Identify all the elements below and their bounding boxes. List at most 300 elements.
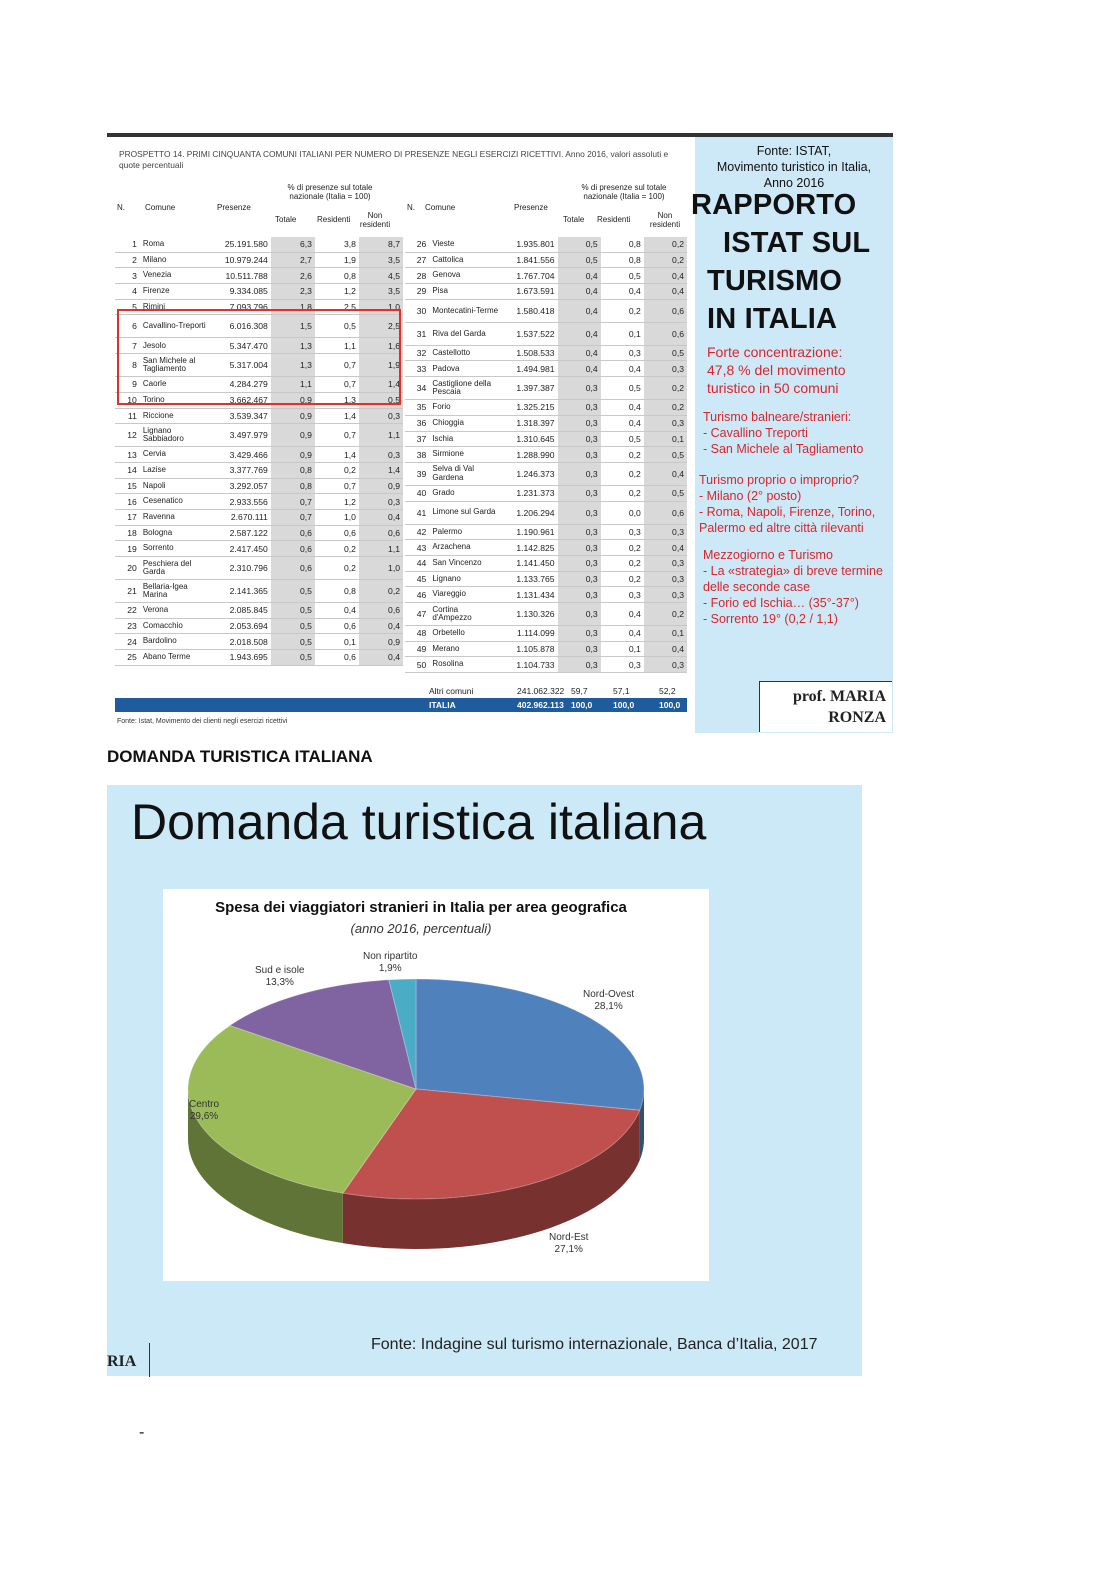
residenti-cell: 0,8 xyxy=(601,237,644,252)
presenze-cell: 1.114.099 xyxy=(502,626,557,642)
totale-cell: 0,3 xyxy=(558,431,601,447)
table-row xyxy=(405,415,687,431)
text-line: Turismo balneare/stranieri: xyxy=(703,410,852,424)
presenze-cell: 1.288.990 xyxy=(502,447,557,463)
totale-cell: 0,9 xyxy=(271,392,315,408)
comune-cell: Lignano Sabbiadoro xyxy=(140,424,215,447)
comune-cell: Sorrento xyxy=(140,541,215,557)
presenze-cell: 3.497.979 xyxy=(214,424,270,447)
non-residenti-cell: 0,2 xyxy=(644,237,687,252)
slice-label-text: Non ripartito xyxy=(363,951,418,962)
text-line: Palermo ed altre città rilevanti xyxy=(699,521,864,535)
text-line: - La «strategia» di breve termine xyxy=(703,564,883,578)
table-row xyxy=(115,424,403,447)
comune-cell: Riccione xyxy=(140,408,215,424)
text-line: Turismo proprio o improprio? xyxy=(699,473,860,487)
presenze-cell: 7.093.796 xyxy=(214,299,270,315)
residenti-cell: 0,1 xyxy=(601,641,644,657)
header-group: % di presenze sul totale nazionale (Italia = 100) xyxy=(287,183,373,201)
table-row xyxy=(405,447,687,463)
table-row xyxy=(115,494,403,510)
non-residenti-cell: 0,3 xyxy=(644,524,687,540)
comune-cell: Chioggia xyxy=(429,415,502,431)
rank-cell: 48 xyxy=(405,626,429,642)
presenze-cell: 2.933.556 xyxy=(214,494,270,510)
non-residenti-cell: 0,3 xyxy=(644,361,687,377)
non-residenti-cell: 0,2 xyxy=(359,580,403,603)
totale-cell: 0,3 xyxy=(558,400,601,416)
italia-presenze: 402.962.113 xyxy=(517,700,564,710)
presenze-cell: 2.085.845 xyxy=(214,603,270,619)
comune-cell: Bologna xyxy=(140,525,215,541)
slice-label-centro xyxy=(189,1099,219,1123)
non-residenti-cell: 0,4 xyxy=(359,509,403,525)
rank-cell: 35 xyxy=(405,400,429,416)
residenti-cell: 0,4 xyxy=(601,626,644,642)
table-row xyxy=(405,555,687,571)
bottom-dash: - xyxy=(139,1424,145,1441)
presenze-cell: 1.318.397 xyxy=(502,415,557,431)
rank-cell: 3 xyxy=(115,268,140,284)
table-row xyxy=(115,603,403,619)
header-presenze: Presenze xyxy=(217,203,251,212)
text-line: - San Michele al Tagliamento xyxy=(703,442,864,456)
comune-cell: Napoli xyxy=(140,478,215,494)
residenti-cell: 1,9 xyxy=(315,252,359,268)
presenze-cell: 1.397.387 xyxy=(502,377,557,400)
residenti-cell: 0,1 xyxy=(315,634,359,650)
comune-cell: Torino xyxy=(140,392,215,408)
totale-cell: 0,3 xyxy=(558,524,601,540)
rapporto-title: ISTAT SUL xyxy=(723,227,871,259)
comune-cell: Orbetello xyxy=(429,626,502,642)
rank-cell: 36 xyxy=(405,415,429,431)
presenze-cell: 2.310.796 xyxy=(214,557,270,580)
text-line: - Sorrento 19° (0,2 / 1,1) xyxy=(703,612,838,626)
text-line: 47,8 % del movimento xyxy=(707,362,846,378)
table-caption: PROSPETTO 14. PRIMI CINQUANTA COMUNI ITALIANI PER NUMERO DI PRESENZE NEGLI ESERCIZI RICETTIVI. Anno 2016, valori assoluti e quote percentuali xyxy=(119,149,669,170)
text-line: - Forio ed Ischia… (35°-37°) xyxy=(703,596,859,610)
header-residenti: Residenti xyxy=(597,215,631,224)
text-line: - Milano (2° posto) xyxy=(699,489,802,503)
comune-cell: Riva del Garda xyxy=(429,322,502,345)
rank-cell: 29 xyxy=(405,284,429,300)
table-row xyxy=(115,618,403,634)
totale-cell: 0,4 xyxy=(558,299,601,322)
non-residenti-cell: 0,4 xyxy=(359,618,403,634)
non-residenti-cell: 1,0 xyxy=(359,557,403,580)
comune-cell: Grado xyxy=(429,485,502,501)
presenze-cell: 10.979.244 xyxy=(214,252,270,268)
rank-cell: 16 xyxy=(115,494,140,510)
presenze-cell: 1.141.450 xyxy=(502,555,557,571)
table-row xyxy=(405,485,687,501)
totale-cell: 0,5 xyxy=(558,237,601,252)
presenze-cell: 25.191.580 xyxy=(214,237,270,252)
altri-non-residenti: 52,2 xyxy=(659,686,676,696)
totale-cell: 0,3 xyxy=(558,485,601,501)
totale-cell: 0,3 xyxy=(558,603,601,626)
presenze-cell: 6.016.308 xyxy=(214,315,270,338)
totale-cell: 0,4 xyxy=(558,284,601,300)
rank-cell: 30 xyxy=(405,299,429,322)
totale-cell: 2,3 xyxy=(271,284,315,300)
residenti-cell: 0,3 xyxy=(601,524,644,540)
rank-cell: 50 xyxy=(405,657,429,673)
presenze-cell: 1.767.704 xyxy=(502,268,557,284)
rank-cell: 8 xyxy=(115,354,140,377)
presenze-cell: 1.105.878 xyxy=(502,641,557,657)
text-line: turistico in 50 comuni xyxy=(707,380,839,396)
comune-cell: Ravenna xyxy=(140,509,215,525)
comune-cell: Comacchio xyxy=(140,618,215,634)
residenti-cell: 0,5 xyxy=(601,377,644,400)
table-row xyxy=(405,252,687,268)
comune-cell: Jesolo xyxy=(140,338,215,354)
comune-cell: Venezia xyxy=(140,268,215,284)
table-row xyxy=(115,252,403,268)
comune-cell: Peschiera del Garda xyxy=(140,557,215,580)
non-residenti-cell: 0,5 xyxy=(359,392,403,408)
comune-cell: Limone sul Garda xyxy=(429,501,502,524)
comune-cell: Vieste xyxy=(429,237,502,252)
non-residenti-cell: 0,5 xyxy=(644,447,687,463)
residenti-cell: 0,2 xyxy=(601,447,644,463)
comune-cell: Ischia xyxy=(429,431,502,447)
residenti-cell: 1,4 xyxy=(315,408,359,424)
non-residenti-cell: 0,9 xyxy=(359,634,403,650)
rank-cell: 40 xyxy=(405,485,429,501)
presenze-cell: 1.310.645 xyxy=(502,431,557,447)
presenze-cell: 1.190.961 xyxy=(502,524,557,540)
totale-cell: 1,3 xyxy=(271,354,315,377)
non-residenti-cell: 0,4 xyxy=(644,284,687,300)
non-residenti-cell: 0,3 xyxy=(644,587,687,603)
rank-cell: 2 xyxy=(115,252,140,268)
non-residenti-cell: 0,4 xyxy=(359,650,403,666)
totale-cell: 0,4 xyxy=(558,268,601,284)
rank-cell: 49 xyxy=(405,641,429,657)
residenti-cell: 0,2 xyxy=(601,299,644,322)
residenti-cell: 1,3 xyxy=(315,392,359,408)
residenti-cell: 0,2 xyxy=(601,540,644,556)
non-residenti-cell: 0,4 xyxy=(644,540,687,556)
comune-cell: Cervia xyxy=(140,447,215,463)
totale-cell: 0,3 xyxy=(558,641,601,657)
totale-cell: 0,3 xyxy=(558,447,601,463)
non-residenti-cell: 0,3 xyxy=(359,408,403,424)
non-residenti-cell: 0,3 xyxy=(644,571,687,587)
table-row xyxy=(405,657,687,673)
presenze-cell: 10.511.788 xyxy=(214,268,270,284)
slide-source: Fonte: Indagine sul turismo internazionale, Banca d’Italia, 2017 xyxy=(371,1336,818,1353)
rank-cell: 43 xyxy=(405,540,429,556)
table-row xyxy=(115,557,403,580)
comune-cell: Verona xyxy=(140,603,215,619)
residenti-cell: 0,7 xyxy=(315,377,359,393)
slice-label-value: 27,1% xyxy=(554,1244,583,1255)
presenze-cell: 4.284.279 xyxy=(214,377,270,393)
residenti-cell: 0,3 xyxy=(601,345,644,361)
non-residenti-cell: 0,2 xyxy=(644,400,687,416)
totale-cell: 0,7 xyxy=(271,494,315,510)
non-residenti-cell: 2,5 xyxy=(359,315,403,338)
totale-cell: 0,3 xyxy=(558,540,601,556)
table-row xyxy=(405,501,687,524)
totale-cell: 2,6 xyxy=(271,268,315,284)
rank-cell: 5 xyxy=(115,299,140,315)
comune-cell: Firenze xyxy=(140,284,215,300)
residenti-cell: 0,5 xyxy=(601,431,644,447)
slice-label-value: 13,3% xyxy=(265,977,294,988)
comune-cell: Caorle xyxy=(140,377,215,393)
presenze-cell: 2.053.694 xyxy=(214,618,270,634)
presenze-cell: 5.317.004 xyxy=(214,354,270,377)
comune-cell: Selva di Val Gardena xyxy=(429,462,502,485)
rank-cell: 34 xyxy=(405,377,429,400)
slice-label-text: Sud e isole xyxy=(255,965,305,976)
rank-cell: 15 xyxy=(115,478,140,494)
totale-cell: 0,3 xyxy=(558,587,601,603)
non-residenti-cell: 0,6 xyxy=(359,525,403,541)
altri-comuni-row xyxy=(423,685,687,698)
rank-cell: 17 xyxy=(115,509,140,525)
ranking-table-left xyxy=(115,237,403,666)
non-residenti-cell: 0,2 xyxy=(644,603,687,626)
table-row xyxy=(115,634,403,650)
header-non-residenti: Non residenti xyxy=(649,211,681,229)
totale-cell: 0,3 xyxy=(558,657,601,673)
residenti-cell: 0,4 xyxy=(601,284,644,300)
comune-cell: Rimini xyxy=(140,299,215,315)
rank-cell: 24 xyxy=(115,634,140,650)
totale-cell: 0,4 xyxy=(558,345,601,361)
residenti-cell: 2,5 xyxy=(315,299,359,315)
non-residenti-cell: 8,7 xyxy=(359,237,403,252)
rank-cell: 14 xyxy=(115,462,140,478)
comune-cell: Rosolina xyxy=(429,657,502,673)
presenze-cell: 3.429.466 xyxy=(214,447,270,463)
table-row xyxy=(405,524,687,540)
comune-cell: San Vincenzo xyxy=(429,555,502,571)
rank-cell: 37 xyxy=(405,431,429,447)
presenze-cell: 2.141.365 xyxy=(214,580,270,603)
slice-label-value: 1,9% xyxy=(378,963,402,974)
non-residenti-cell: 0,3 xyxy=(359,494,403,510)
residenti-cell: 0,4 xyxy=(601,603,644,626)
header-non-residenti: Non residenti xyxy=(359,211,391,229)
presenze-cell: 2.670.111 xyxy=(214,509,270,525)
comune-cell: Montecatini-Terme xyxy=(429,299,502,322)
comune-cell: Palermo xyxy=(429,524,502,540)
fonte-line: Movimento turistico in Italia, xyxy=(716,160,872,174)
totale-cell: 0,6 xyxy=(271,541,315,557)
header-presenze: Presenze xyxy=(514,203,548,212)
altri-presenze: 241.062.322 xyxy=(517,686,565,696)
totale-cell: 0,5 xyxy=(271,580,315,603)
totale-cell: 1,5 xyxy=(271,315,315,338)
non-residenti-cell: 1,4 xyxy=(359,462,403,478)
rank-cell: 6 xyxy=(115,315,140,338)
text-line: Forte concentrazione: xyxy=(707,344,843,360)
non-residenti-cell: 1,6 xyxy=(359,338,403,354)
section-heading: DOMANDA TURISTICA ITALIANA xyxy=(107,747,373,766)
residenti-cell: 0,7 xyxy=(315,424,359,447)
residenti-cell: 0,4 xyxy=(601,415,644,431)
totale-cell: 0,8 xyxy=(271,478,315,494)
non-residenti-cell: 1,9 xyxy=(359,354,403,377)
rank-cell: 27 xyxy=(405,252,429,268)
rank-cell: 25 xyxy=(115,650,140,666)
header-comune: Comune xyxy=(425,203,456,212)
rank-cell: 44 xyxy=(405,555,429,571)
rank-cell: 22 xyxy=(115,603,140,619)
residenti-cell: 1,2 xyxy=(315,494,359,510)
totale-cell: 0,8 xyxy=(271,462,315,478)
presenze-cell: 1.231.373 xyxy=(502,485,557,501)
rank-cell: 26 xyxy=(405,237,429,252)
chart-title: Spesa dei viaggiatori stranieri in Italia per area geografica xyxy=(215,899,627,916)
totale-cell: 0,3 xyxy=(558,555,601,571)
totale-cell: 0,9 xyxy=(271,424,315,447)
residenti-cell: 0,2 xyxy=(601,485,644,501)
presenze-cell: 1.133.765 xyxy=(502,571,557,587)
italia-non-residenti: 100,0 xyxy=(659,700,681,710)
presenze-cell: 1.935.801 xyxy=(502,237,557,252)
comune-cell: Merano xyxy=(429,641,502,657)
comune-cell: Lignano xyxy=(429,571,502,587)
non-residenti-cell: 0,5 xyxy=(644,345,687,361)
text-line: delle seconde case xyxy=(703,580,811,594)
slice-label-text: Nord-Est xyxy=(549,1232,589,1243)
text-line: Mezzogiorno e Turismo xyxy=(703,548,833,562)
table-row xyxy=(115,580,403,603)
table-row xyxy=(115,462,403,478)
table-row xyxy=(405,626,687,642)
slice-label-non-ripartito xyxy=(363,951,417,975)
comune-cell: Castiglione della Pescaia xyxy=(429,377,502,400)
presenze-cell: 1.943.695 xyxy=(214,650,270,666)
rank-cell: 20 xyxy=(115,557,140,580)
header-totale: Totale xyxy=(275,215,297,224)
author-line: prof. MARIA xyxy=(792,688,886,705)
table-row xyxy=(115,525,403,541)
rank-cell: 7 xyxy=(115,338,140,354)
residenti-cell: 0,7 xyxy=(315,354,359,377)
residenti-cell: 0,3 xyxy=(601,587,644,603)
rank-cell: 12 xyxy=(115,424,140,447)
totale-cell: 0,3 xyxy=(558,626,601,642)
author-line: RONZA xyxy=(828,709,886,726)
rank-cell: 46 xyxy=(405,587,429,603)
totale-cell: 0,5 xyxy=(271,603,315,619)
italia-label: ITALIA xyxy=(429,700,456,710)
rapporto-title: TURISMO xyxy=(707,265,843,297)
totale-cell: 1,1 xyxy=(271,377,315,393)
comune-cell: Cortina d'Ampezzo xyxy=(429,603,502,626)
table-row xyxy=(115,408,403,424)
presenze-cell: 1.142.825 xyxy=(502,540,557,556)
totale-cell: 0,4 xyxy=(558,322,601,345)
residenti-cell: 0,6 xyxy=(315,618,359,634)
residenti-cell: 0,0 xyxy=(601,501,644,524)
table-row xyxy=(115,268,403,284)
comune-cell: Cesenatico xyxy=(140,494,215,510)
table-row xyxy=(405,361,687,377)
residenti-cell: 0,4 xyxy=(315,603,359,619)
table-row xyxy=(405,345,687,361)
header-n: N. xyxy=(117,203,125,212)
comune-cell: Lazise xyxy=(140,462,215,478)
non-residenti-cell: 0,3 xyxy=(644,657,687,673)
table-row xyxy=(405,462,687,485)
comune-cell: Sirmione xyxy=(429,447,502,463)
comune-cell: Roma xyxy=(140,237,215,252)
rank-cell: 4 xyxy=(115,284,140,300)
residenti-cell: 1,0 xyxy=(315,509,359,525)
italia-residenti: 100,0 xyxy=(613,700,635,710)
comune-cell: San Michele al Tagliamento xyxy=(140,354,215,377)
rank-cell: 10 xyxy=(115,392,140,408)
footer-ria-text: RIA xyxy=(107,1353,137,1370)
residenti-cell: 3,8 xyxy=(315,237,359,252)
presenze-cell: 1.246.373 xyxy=(502,462,557,485)
header-totale: Totale xyxy=(563,215,585,224)
residenti-cell: 0,3 xyxy=(601,657,644,673)
italia-totale: 100,0 xyxy=(571,700,593,710)
residenti-cell: 0,8 xyxy=(601,252,644,268)
presenze-cell: 1.508.533 xyxy=(502,345,557,361)
presenze-cell: 1.537.522 xyxy=(502,322,557,345)
table-row xyxy=(405,322,687,345)
totale-cell: 0,3 xyxy=(558,501,601,524)
fonte-istat xyxy=(695,143,893,191)
non-residenti-cell: 0,3 xyxy=(359,447,403,463)
rank-cell: 33 xyxy=(405,361,429,377)
non-residenti-cell: 0,6 xyxy=(644,299,687,322)
residenti-cell: 0,8 xyxy=(315,268,359,284)
pie-chart-panel xyxy=(163,889,709,1281)
non-residenti-cell: 0,3 xyxy=(644,555,687,571)
non-residenti-cell: 0,4 xyxy=(644,641,687,657)
table-row xyxy=(115,447,403,463)
slice-label-text: Nord-Ovest xyxy=(583,989,635,1000)
rank-cell: 18 xyxy=(115,525,140,541)
residenti-cell: 1,1 xyxy=(315,338,359,354)
header-group: % di presenze sul totale nazionale (Italia = 100) xyxy=(581,183,667,201)
chart-subtitle: (anno 2016, percentuali) xyxy=(350,921,492,936)
pie-chart xyxy=(163,889,709,1281)
header-n: N. xyxy=(407,203,415,212)
non-residenti-cell: 0,2 xyxy=(644,377,687,400)
non-residenti-cell: 1,4 xyxy=(359,377,403,393)
residenti-cell: 1,4 xyxy=(315,447,359,463)
comune-cell: Forio xyxy=(429,400,502,416)
table-row xyxy=(405,571,687,587)
table-row xyxy=(115,650,403,666)
non-residenti-cell: 0,4 xyxy=(644,462,687,485)
table-row xyxy=(405,237,687,252)
non-residenti-cell: 0,9 xyxy=(359,478,403,494)
presenze-cell: 2.417.450 xyxy=(214,541,270,557)
comune-cell: Bardolino xyxy=(140,634,215,650)
slice-label-value: 28,1% xyxy=(594,1001,623,1012)
comune-cell: Padova xyxy=(429,361,502,377)
table-row xyxy=(405,299,687,322)
slice-label-nord-est xyxy=(549,1232,588,1256)
totale-cell: 0,6 xyxy=(271,557,315,580)
rank-cell: 45 xyxy=(405,571,429,587)
